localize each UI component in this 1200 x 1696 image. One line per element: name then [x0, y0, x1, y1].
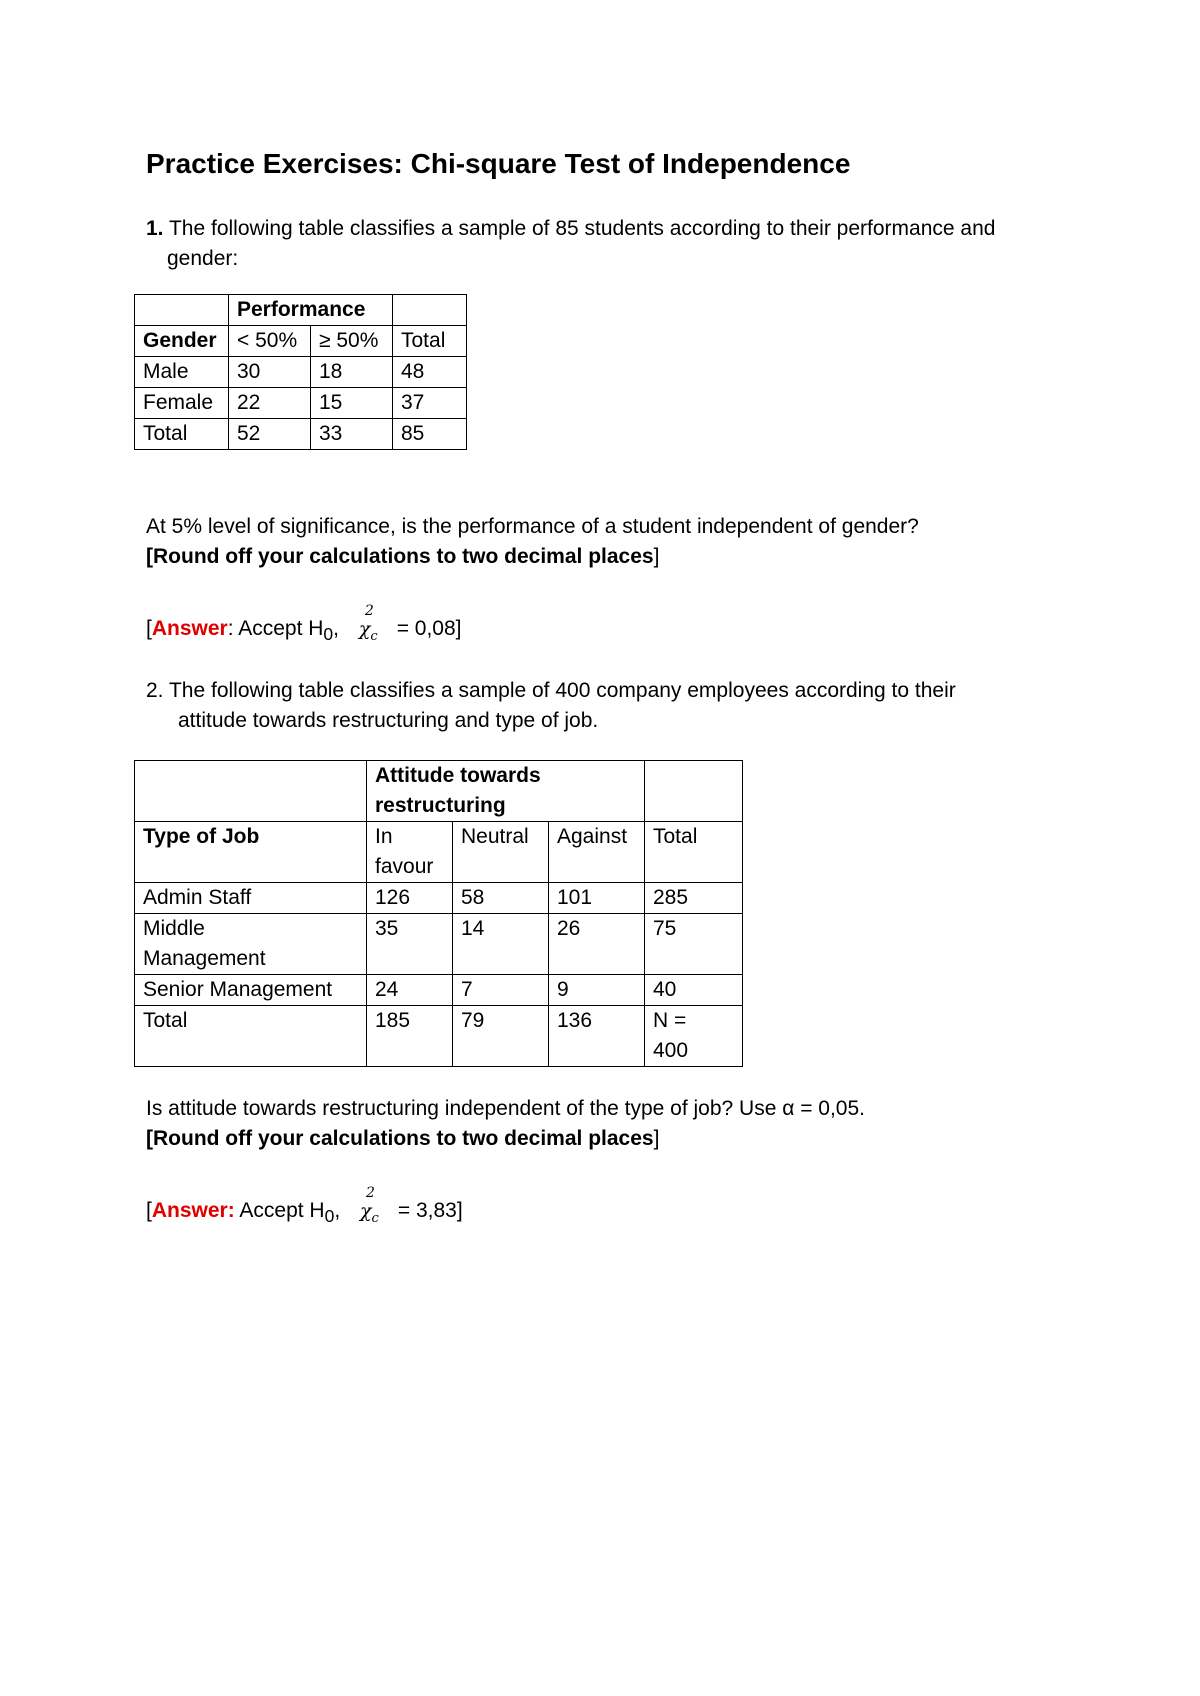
- table-header-cell: Type of Job: [135, 822, 367, 883]
- answer-value: = 0,08]: [396, 617, 462, 640]
- round-note-end: ]: [653, 1127, 660, 1150]
- table-cell: 101: [549, 883, 645, 914]
- table-row: [135, 883, 743, 914]
- table-cell: [645, 1006, 743, 1067]
- answer-label: Answer:: [151, 1199, 235, 1222]
- table-cell: 75: [645, 914, 743, 975]
- question-1-answer: [146, 603, 462, 652]
- question-2-line1: The following table classifies a sample of 400 company employees according to their: [168, 679, 956, 702]
- answer-bracket: [: [146, 1199, 152, 1222]
- question-2-line2: attitude towards restructuring and type of job.: [178, 709, 599, 732]
- table-header-cell: Gender: [135, 326, 229, 357]
- answer-comma: ,: [333, 617, 339, 640]
- table-cell: 58: [453, 883, 549, 914]
- table-header-cell: Performance: [229, 295, 393, 326]
- answer-text: Accept H: [234, 1199, 325, 1222]
- table-cell: 79: [453, 1006, 549, 1067]
- table-cell: 126: [367, 883, 453, 914]
- table-row: [135, 419, 467, 450]
- answer-subscript: 0: [323, 624, 334, 645]
- answer-label: Answer: [151, 617, 228, 640]
- table-cell: Admin Staff: [135, 883, 367, 914]
- table-header-row: [135, 761, 743, 822]
- question-1-intro: [146, 214, 1076, 274]
- question-1-line2: gender:: [167, 247, 239, 270]
- table-cell: Senior Management: [135, 975, 367, 1006]
- attitude-header-text: Attitude towards restructuring: [375, 764, 541, 817]
- table-header-cell: In favour: [367, 822, 453, 883]
- table-cell: 30: [229, 357, 311, 388]
- table-cell: Total: [135, 1006, 367, 1067]
- table-header-cell: Neutral: [453, 822, 549, 883]
- table-cell: Total: [135, 419, 229, 450]
- table-cell: 40: [645, 975, 743, 1006]
- question-2-round-note: [146, 1124, 659, 1154]
- table-row: [135, 1006, 743, 1067]
- table-cell: [645, 761, 743, 822]
- table-row: [135, 914, 743, 975]
- question-1-line1: The following table classifies a sample of 85 students according to their performance and: [168, 217, 996, 240]
- chi-superscript: 2: [364, 603, 374, 619]
- table-cell: 136: [549, 1006, 645, 1067]
- table-cell: 285: [645, 883, 743, 914]
- chi-square-symbol: [360, 1185, 386, 1234]
- table-cell: [135, 295, 229, 326]
- question-2-text: Is attitude towards restructuring independent of the type of job? Use α = 0,05.: [146, 1097, 865, 1120]
- answer-text: : Accept H: [227, 617, 324, 640]
- round-note-end: ]: [653, 545, 660, 568]
- answer-bracket: [: [146, 617, 152, 640]
- answer-value: = 3,83]: [397, 1199, 463, 1222]
- table-cell: 7: [453, 975, 549, 1006]
- chi-subscript: c: [370, 628, 378, 644]
- answer-comma: ,: [334, 1199, 341, 1222]
- table-cell: 35: [367, 914, 453, 975]
- table-cell: 37: [393, 388, 467, 419]
- table-header-cell: Total: [645, 822, 743, 883]
- round-note-bold: [Round off your calculations to two decimal places: [146, 1127, 654, 1150]
- table-cell: 48: [393, 357, 467, 388]
- table-row: [135, 388, 467, 419]
- table-header-row: [135, 326, 467, 357]
- table-cell: 22: [229, 388, 311, 419]
- question-1-text: At 5% level of significance, is the performance of a student independent of gender?: [146, 515, 919, 538]
- row-label: Middle Management: [143, 917, 266, 970]
- table-cell: 15: [311, 388, 393, 419]
- total-cell-text: N = 400: [653, 1009, 689, 1062]
- table-cell: 9: [549, 975, 645, 1006]
- table-header-row: [135, 295, 467, 326]
- chi-letter: χ: [360, 1200, 372, 1222]
- table-cell: 18: [311, 357, 393, 388]
- table-row: [135, 357, 467, 388]
- round-note-bold: [Round off your calculations to two decimal places: [146, 545, 654, 568]
- table-header-cell: Against: [549, 822, 645, 883]
- performance-gender-table: [134, 294, 467, 450]
- chi-superscript: 2: [366, 1185, 375, 1201]
- table-cell: 33: [311, 419, 393, 450]
- table-header-cell: ≥ 50%: [311, 326, 393, 357]
- table-header-row: [135, 822, 743, 883]
- answer-subscript: 0: [324, 1206, 335, 1227]
- chi-square-symbol: [358, 603, 385, 652]
- table-cell: 24: [367, 975, 453, 1006]
- question-1-number: 1.: [146, 217, 164, 240]
- table-cell: Male: [135, 357, 229, 388]
- chi-subscript: c: [371, 1210, 379, 1226]
- table-header-cell: < 50%: [229, 326, 311, 357]
- table-cell: [135, 914, 367, 975]
- chi-letter: χ: [358, 618, 371, 640]
- table-cell: 52: [229, 419, 311, 450]
- attitude-job-table: [134, 760, 743, 1067]
- table-cell: Female: [135, 388, 229, 419]
- question-1-round-note: [146, 542, 659, 572]
- table-row: [135, 975, 743, 1006]
- table-cell: 26: [549, 914, 645, 975]
- table-cell: [393, 295, 467, 326]
- table-header-cell: Total: [393, 326, 467, 357]
- table-cell: 185: [367, 1006, 453, 1067]
- table-cell: [135, 761, 367, 822]
- table-cell: 85: [393, 419, 467, 450]
- table-header-cell: [367, 761, 645, 822]
- page-title: Practice Exercises: Chi-square Test of Independence: [146, 148, 851, 179]
- question-2-answer: [146, 1185, 463, 1234]
- question-2-number: 2.: [146, 679, 164, 702]
- table-cell: 14: [453, 914, 549, 975]
- question-2-intro: [146, 676, 1046, 736]
